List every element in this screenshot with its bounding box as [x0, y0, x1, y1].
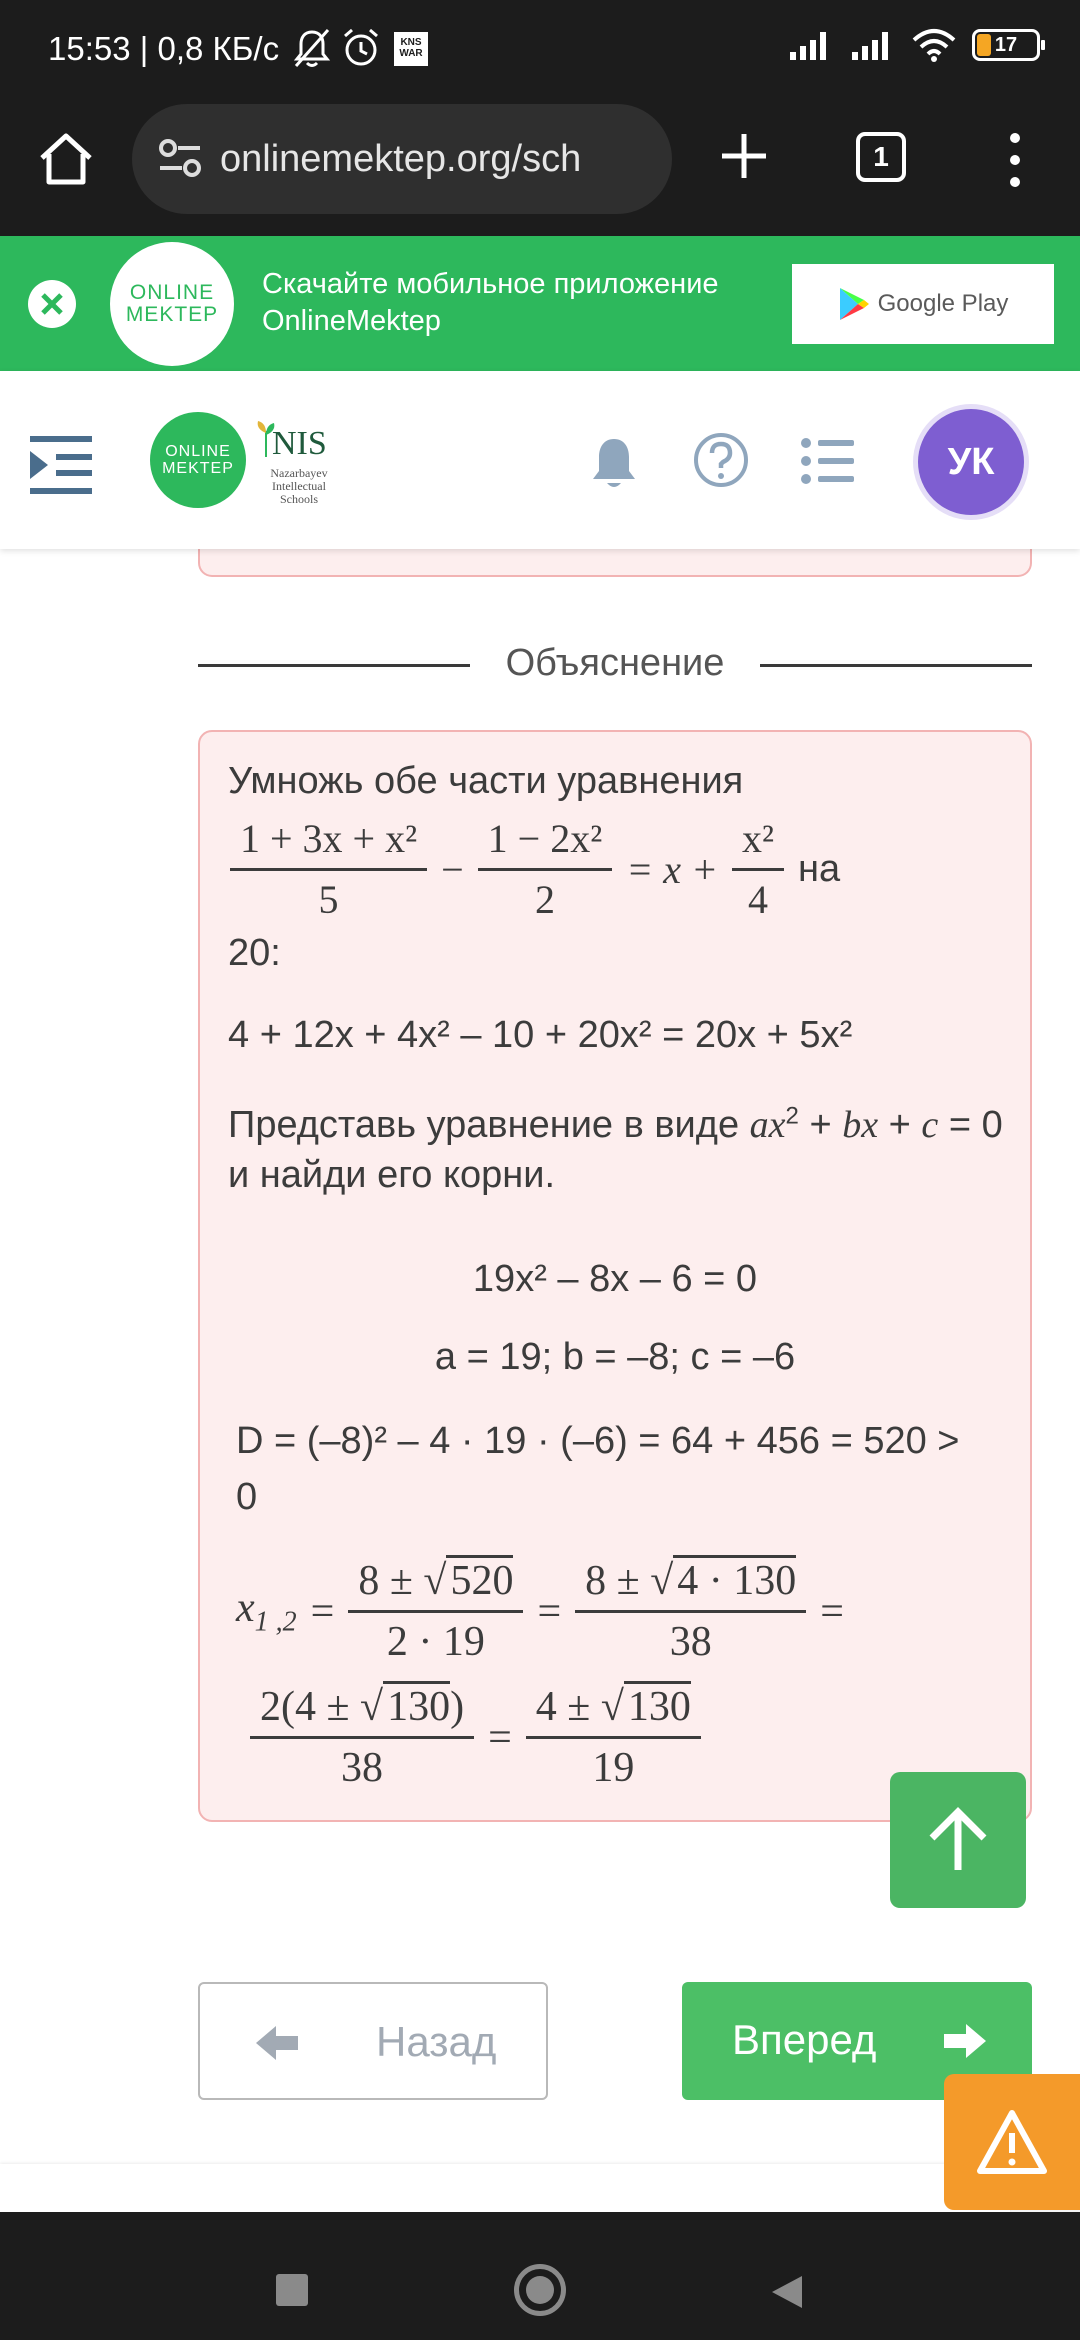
original-equation	[230, 810, 840, 929]
arrow-up-icon	[922, 1804, 994, 1876]
site-settings-icon[interactable]	[156, 136, 204, 180]
arrow-right-icon	[942, 2022, 988, 2060]
expanded-equation: 4 + 12x + 4x² – 10 + 20x² = 20x + 5x²	[228, 1014, 853, 1056]
explanation-divider	[198, 640, 1032, 690]
fraction-numerator: 2(4 ± √130)	[250, 1678, 474, 1739]
coefficients: a = 19; b = –8; c = –6	[434, 1336, 796, 1378]
fraction	[478, 810, 613, 929]
quadratic-equation: 19x² – 8x – 6 = 0	[472, 1258, 758, 1300]
home-icon[interactable]	[34, 128, 98, 192]
status-time: 15:53 | 0,8 КБ/с	[48, 30, 280, 67]
fraction-denominator: 38	[669, 1619, 712, 1665]
close-banner-icon[interactable]	[24, 276, 80, 332]
equals-sign: =	[537, 1588, 562, 1635]
google-play-label: Google Play	[877, 290, 1009, 317]
nis-subtitle: Nazarbayev Intellectual Schools	[270, 466, 328, 506]
tab-switcher-button[interactable]	[856, 132, 906, 182]
next-label: Вперед	[732, 2016, 877, 2063]
onlinemektep-logo[interactable]	[150, 412, 246, 508]
step1-tail: 20:	[228, 932, 281, 974]
roots-variable: $x_{1 ,2}$	[236, 1585, 297, 1638]
step2-text: Представь уравнение в виде $ax^2$ + bx + c = 0 и найди его корни.	[228, 1102, 1003, 1196]
site-header	[0, 371, 1080, 549]
fraction-numerator: 1 + 3x + x²	[230, 810, 427, 871]
logo-line1: ONLINE	[165, 443, 231, 460]
minus-sign: −	[441, 847, 464, 892]
fraction-denominator: 2 · 19	[386, 1619, 485, 1665]
browser-toolbar	[0, 100, 1080, 236]
fraction-numerator: x²	[732, 810, 784, 871]
banner-text-line2: OnlineMektep	[262, 305, 441, 337]
nis-logo	[254, 419, 344, 509]
general-form: ax	[749, 1104, 786, 1146]
signal-icon	[850, 28, 896, 62]
fraction-denominator: 5	[318, 877, 339, 922]
status-right-icons	[788, 28, 1040, 62]
fraction	[348, 1552, 523, 1671]
fraction-denominator: 38	[341, 1745, 384, 1791]
back-button[interactable]	[198, 1982, 548, 2100]
step2-text-b: и найди его корни.	[228, 1154, 556, 1196]
system-navigation-bar	[0, 2212, 1080, 2340]
notifications-bell-icon[interactable]	[588, 435, 640, 491]
fraction-numerator: 4 ± √130	[526, 1678, 701, 1739]
address-bar[interactable]	[132, 104, 672, 214]
fraction-denominator: 4	[747, 877, 768, 922]
step1-suffix: на	[797, 848, 841, 890]
fraction-denominator: 19	[592, 1745, 635, 1791]
recent-apps-icon[interactable]	[276, 2274, 308, 2306]
user-avatar[interactable]: УК	[918, 409, 1024, 515]
logo-line1: ONLINE	[129, 281, 215, 304]
arrow-left-icon	[254, 2024, 300, 2062]
report-problem-button[interactable]	[944, 2074, 1080, 2210]
equals-sign: =	[310, 1588, 335, 1635]
explanation-box	[198, 730, 1032, 1822]
roots-line-2	[250, 1678, 701, 1797]
discriminant-tail: 0	[236, 1476, 258, 1518]
more-menu-icon[interactable]	[1000, 130, 1030, 190]
equation-rhs: = x +	[626, 847, 718, 892]
divider-line	[760, 664, 1032, 667]
banner-text-line1: Скачайте мобильное приложение	[262, 268, 719, 300]
sidebar-toggle-icon[interactable]	[26, 433, 96, 497]
battery-icon	[972, 29, 1040, 61]
step2-text-a: Представь уравнение в виде	[228, 1104, 740, 1146]
task-list-icon[interactable]	[800, 437, 856, 485]
back-triangle-icon[interactable]	[770, 2274, 804, 2310]
logo-line2: MEKTEP	[125, 303, 219, 326]
warning-icon	[976, 2109, 1048, 2175]
help-icon[interactable]	[692, 431, 750, 489]
fraction	[575, 1552, 806, 1671]
google-play-icon	[838, 286, 870, 322]
fraction-denominator: 2	[534, 877, 555, 922]
logo-line2: MEKTEP	[162, 460, 234, 477]
roots-line-1	[236, 1552, 844, 1671]
app-download-banner	[0, 236, 1080, 371]
new-tab-icon[interactable]	[712, 124, 776, 188]
mute-bell-icon	[292, 26, 332, 70]
alarm-icon	[340, 26, 382, 70]
footer-card	[0, 2164, 1010, 2212]
back-label: Назад	[376, 2018, 497, 2065]
nis-title: NIS	[272, 425, 327, 462]
google-play-button[interactable]	[792, 264, 1054, 344]
fraction-numerator: 8 ± √520	[348, 1552, 523, 1613]
app-badge-icon: KNS WAR	[394, 32, 428, 66]
explanation-heading: Объяснение	[505, 642, 725, 684]
fraction	[250, 1678, 474, 1797]
onlinemektep-logo	[110, 242, 234, 366]
fraction-numerator: 1 − 2x²	[478, 810, 613, 871]
signal-icon	[788, 28, 834, 62]
fraction	[526, 1678, 701, 1797]
wifi-icon	[912, 28, 956, 62]
status-bar	[0, 0, 1080, 100]
fraction	[230, 810, 427, 929]
home-button-icon[interactable]	[514, 2264, 566, 2316]
tab-count: 1	[873, 141, 889, 172]
step1-text: Умножь обе части уравнения	[228, 760, 744, 802]
discriminant: D = (–8)² – 4 · 19 · (–6) = 64 + 456 = 520 >	[236, 1420, 960, 1462]
battery-level: 17	[994, 33, 1018, 56]
equals-sign: =	[488, 1714, 512, 1761]
url-text[interactable]: onlinemektep.org/sch	[220, 138, 582, 180]
equals-sign: =	[820, 1588, 844, 1635]
fraction	[732, 810, 784, 929]
scroll-to-top-button[interactable]	[890, 1772, 1026, 1908]
fraction-numerator: 8 ± √4 · 130	[575, 1552, 806, 1613]
banner-text	[262, 266, 719, 340]
